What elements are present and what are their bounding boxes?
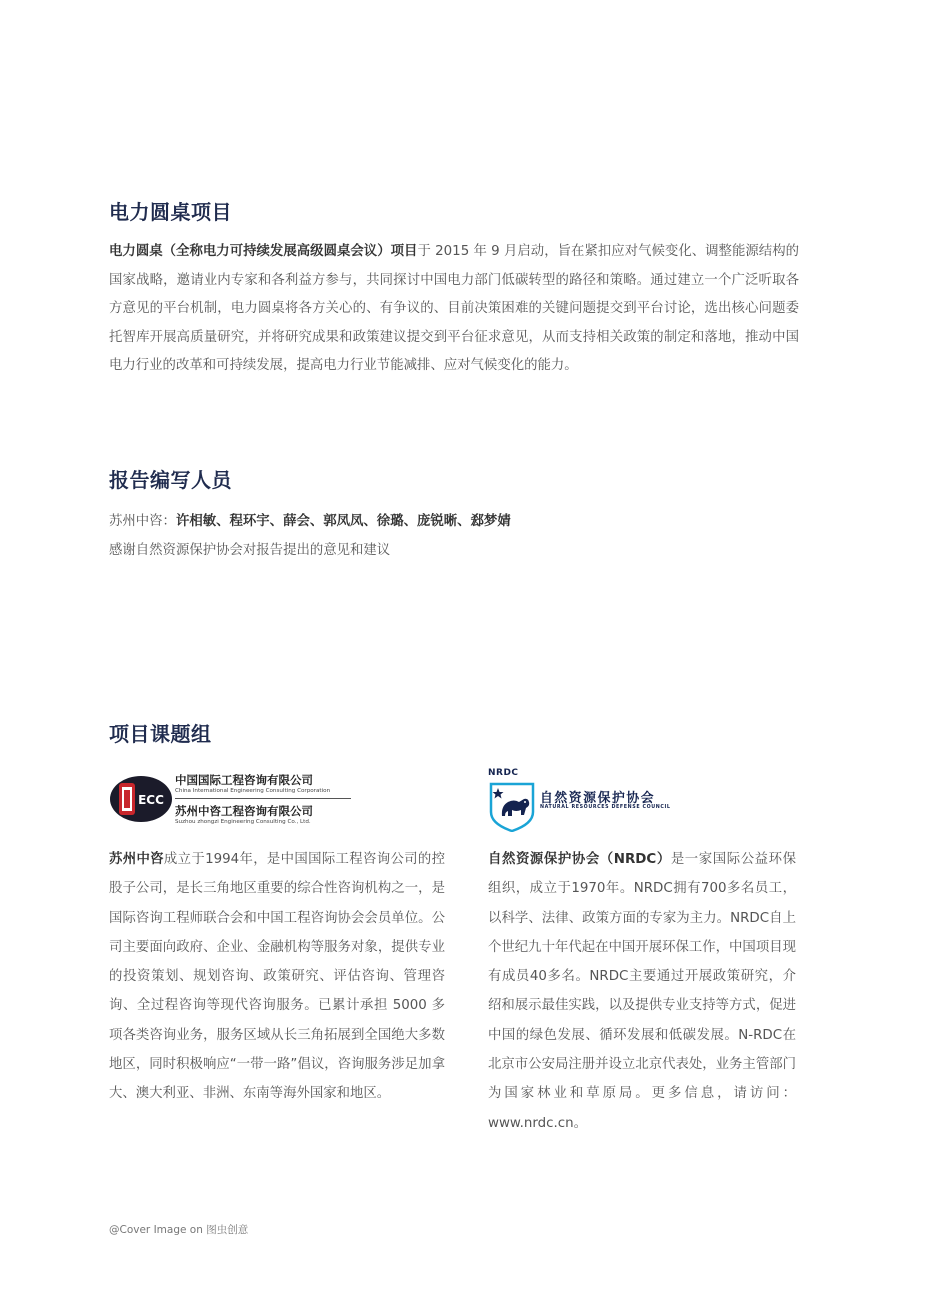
ciecc-logo	[109, 772, 359, 828]
ciecc-name-en: China International Engineering Consulting Corporation	[175, 788, 331, 794]
nrdc-name-en: NATURAL RESOURCES DEFENSE COUNCIL	[540, 805, 671, 810]
power-roundtable-lead: 电力圆桌（全称电力可持续发展高级圆桌会议）项目	[109, 244, 418, 259]
authors-names: 许相敏、程环宇、薛会、郭凤凤、徐璐、庞锐晰、郄梦婧	[175, 514, 511, 529]
ciecc-emblem-text: ECC	[138, 793, 164, 807]
section-title-report-authors: 报告编写人员	[109, 468, 232, 492]
nrdc-body: 是一家国际公益环保组织，成立于1970年。NRDC拥有700多名员工，以科学、法律、政策方面的专家为主力。NRDC自上个世纪九十年代起在中国开展环保工作，中国项目现有成员40多名。NRDC主要通过开展政策研究，介绍和展示最佳实践，以及提供专业支持等方式，促进中国的绿色发展、循环发展和低碳发展。N-RDC在北京市公安局注册并设立北京代表处，业务主管部门为国家林业和草原局。更多信息，请访问：www.nrdc.cn。	[488, 852, 797, 1131]
acknowledgement-line: 感谢自然资源保护协会对报告提出的意见和建议	[109, 543, 391, 558]
suzhou-zhongzi-name-cn: 苏州中咨工程咨询有限公司	[175, 804, 313, 818]
ciecc-logo-divider	[175, 798, 351, 799]
suzhou-zhongzi-name-en: Suzhou zhongzi Engineering Consulting Co., Ltd.	[175, 819, 311, 825]
power-roundtable-description	[109, 238, 799, 381]
power-roundtable-body: 于 2015 年 9 月启动，旨在紧扣应对气候变化、调整能源结构的国家战略，邀请业内专家和各利益方参与，共同探讨中国电力部门低碳转型的路径和策略。通过建立一个广泛听取各方意见的平台机制，电力圆桌将各方关心的、有争议的、目前决策困难的关键问题提交到平台讨论，选出核心问题委托智库开展高质量研究，并将研究成果和政策建议提交到平台征求意见，从而支持相关政策的制定和落地，推动中国电力行业的改革和可持续发展，提高电力行业节能减排、应对气候变化的能力。	[109, 244, 799, 374]
cover-image-credit: @Cover Image on 图虫创意	[109, 1224, 249, 1236]
suzhou-zhongzi-lead: 苏州中咨	[109, 852, 164, 867]
ciecc-emblem-icon	[109, 775, 173, 823]
ciecc-name-cn: 中国国际工程咨询有限公司	[175, 773, 313, 787]
nrdc-polar-bear-icon	[488, 768, 536, 832]
nrdc-wordmark: NRDC	[488, 768, 519, 778]
authors-org-label: 苏州中咨：	[109, 514, 176, 529]
section-title-power-roundtable: 电力圆桌项目	[109, 200, 232, 224]
nrdc-name-cn: 自然资源保护协会	[540, 791, 656, 806]
nrdc-description	[488, 845, 796, 1138]
suzhou-zhongzi-description	[109, 845, 445, 1109]
nrdc-logo	[488, 768, 688, 832]
nrdc-lead: 自然资源保护协会（NRDC）	[488, 852, 671, 867]
section-title-project-team: 项目课题组	[109, 722, 212, 746]
authors-line	[109, 512, 511, 532]
suzhou-zhongzi-body: 成立于1994年，是中国国际工程咨询公司的控股子公司，是长三角地区重要的综合性咨询机构之一，是国际咨询工程师联合会和中国工程咨询协会会员单位。公司主要面向政府、企业、金融机构等服务对象，提供专业的投资策划、规划咨询、政策研究、评估咨询、管理咨询、全过程咨询等现代咨询服务。已累计承担 5000 多项各类咨询业务，服务区域从长三角拓展到全国绝大多数地区，同时积极响应“一带一路”倡议，咨询服务涉足加拿大、澳大利亚、非洲、东南等海外国家和地区。	[109, 852, 446, 1102]
